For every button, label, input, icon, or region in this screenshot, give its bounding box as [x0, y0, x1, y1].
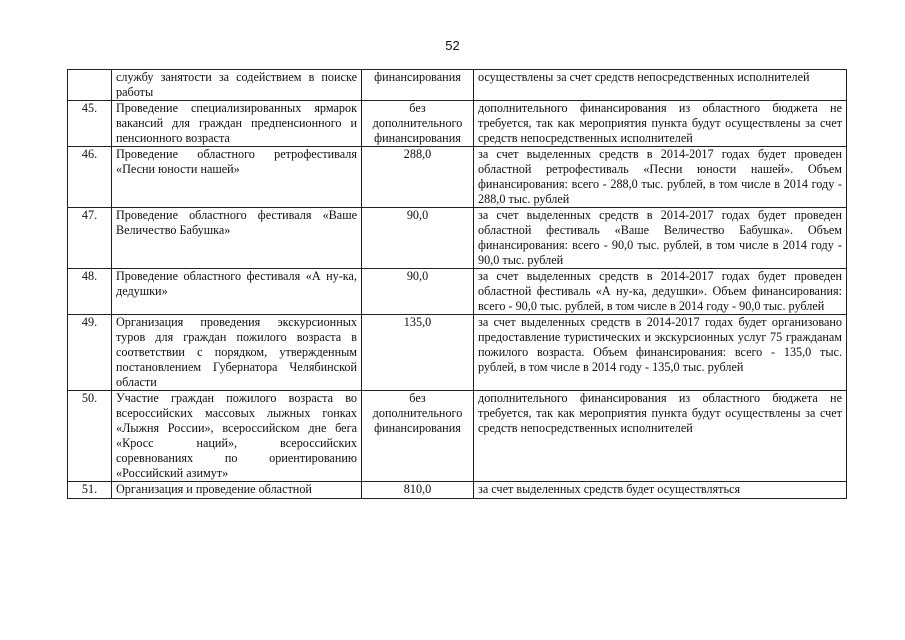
financing-amount: 90,0	[362, 269, 474, 315]
event-name: Проведение областного ретрофестиваля «Песни юности нашей»	[112, 147, 362, 208]
table-row	[68, 482, 847, 499]
table-row	[68, 391, 847, 482]
expected-result: дополнительного финансирования из областного бюджета не требуется, так как мероприятия пункта будут осуществлены за счет средств непосредственных исполнителей	[474, 391, 847, 482]
event-name: Проведение специализированных ярмарок вакансий для граждан предпенсионного и пенсионного возраста	[112, 101, 362, 147]
table-row	[68, 269, 847, 315]
financing-amount: 90,0	[362, 208, 474, 269]
event-name: Проведение областного фестиваля «Ваше Величество Бабушка»	[112, 208, 362, 269]
expected-result: дополнительного финансирования из областного бюджета не требуется, так как мероприятия пункта будут осуществлены за счет средств непосредственных исполнителей	[474, 101, 847, 147]
event-name: Организация проведения экскурсионных туров для граждан пожилого возраста в соответствии с порядком, утвержденным постановлением Губернатора Челябинской области	[112, 315, 362, 391]
program-table	[67, 69, 847, 499]
table-row	[68, 315, 847, 391]
financing-amount: 135,0	[362, 315, 474, 391]
row-number: 46.	[68, 147, 112, 208]
row-number: 50.	[68, 391, 112, 482]
row-number: 49.	[68, 315, 112, 391]
event-name: Организация и проведение областной	[112, 482, 362, 499]
expected-result: за счет выделенных средств в 2014-2017 годах будет проведен областной фестиваль «А ну-ка, дедушки». Объем финансирования: всего - 90,0 тыс. рублей, в том числе в 2014 году - 90,0 тыс. рублей	[474, 269, 847, 315]
page-number: 52	[445, 38, 460, 53]
table-row	[68, 101, 847, 147]
expected-result: за счет выделенных средств в 2014-2017 годах будет проведен областной ретрофестиваль «Песни юности нашей». Объем финансирования: всего - 288,0 тыс. рублей, в том числе в 2014 году - 288,0 тыс. рублей	[474, 147, 847, 208]
row-number: 47.	[68, 208, 112, 269]
row-number: 51.	[68, 482, 112, 499]
financing-amount: 810,0	[362, 482, 474, 499]
event-name: службу занятости за содействием в поиске работы	[112, 70, 362, 101]
expected-result: за счет выделенных средств будет осуществляться	[474, 482, 847, 499]
financing-amount: без дополнительного финансирования	[362, 391, 474, 482]
table-row	[68, 147, 847, 208]
financing-amount: финансирования	[362, 70, 474, 101]
row-number: 45.	[68, 101, 112, 147]
event-name: Участие граждан пожилого возраста во всероссийских массовых лыжных гонках «Лыжня России», всероссийском дне бега «Кросс наций», всероссийских соревнованиях по ориентированию «Российский азимут»	[112, 391, 362, 482]
financing-amount: 288,0	[362, 147, 474, 208]
row-number	[68, 70, 112, 101]
financing-amount: без дополнительного финансирования	[362, 101, 474, 147]
event-name: Проведение областного фестиваля «А ну-ка, дедушки»	[112, 269, 362, 315]
expected-result: осуществлены за счет средств непосредственных исполнителей	[474, 70, 847, 101]
row-number: 48.	[68, 269, 112, 315]
expected-result: за счет выделенных средств в 2014-2017 годах будет организовано предоставление туристических и экскурсионных услуг 75 гражданам пожилого возраста. Объем финансирования: всего - 135,0 тыс. рублей, в том числе в 2014 году - 135,0 тыс. рублей	[474, 315, 847, 391]
table-row	[68, 208, 847, 269]
expected-result: за счет выделенных средств в 2014-2017 годах будет проведен областной фестиваль «Ваше Величество Бабушка». Объем финансирования: всего - 90,0 тыс. рублей, в том числе в 2014 году - 90,0 тыс. рублей	[474, 208, 847, 269]
table-row	[68, 70, 847, 101]
